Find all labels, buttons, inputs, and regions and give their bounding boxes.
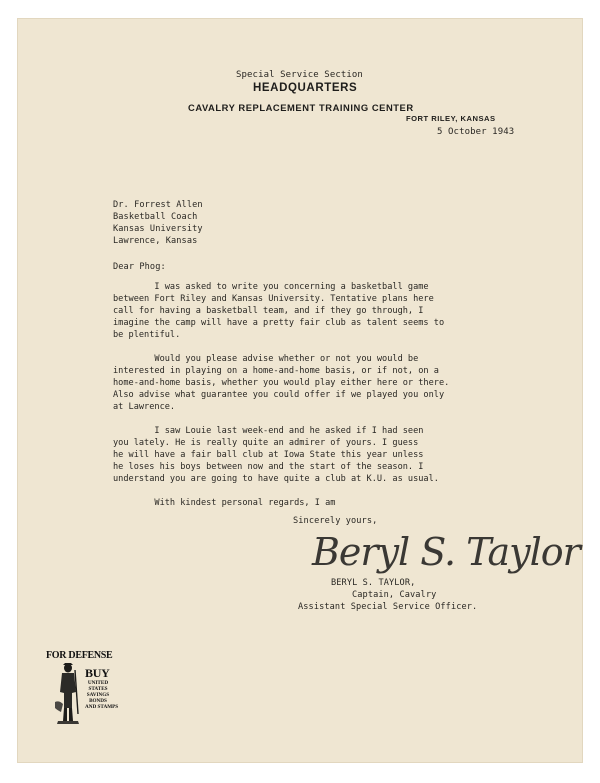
signer-rank: Captain, Cavalry: [352, 590, 437, 600]
handwritten-signature: Beryl S. Taylor: [312, 530, 580, 574]
paragraph-line: be plentiful.: [113, 330, 181, 341]
paragraph-line: Also advise what guarantee you could offer if we played you only: [113, 390, 445, 401]
signer-position: Assistant Special Service Officer.: [298, 602, 478, 612]
stamp-for-defense: FOR DEFENSE: [46, 650, 113, 661]
letterhead-subtitle: CAVALRY REPLACEMENT TRAINING CENTER: [188, 102, 414, 113]
salutation: Dear Phog:: [113, 262, 166, 272]
letterhead-location: FORT RILEY, KANSAS: [406, 114, 496, 123]
letterhead-section: Special Service Section: [236, 70, 363, 80]
recipient-line: Kansas University: [113, 224, 203, 234]
stamp-buy: BUY: [85, 666, 110, 680]
paragraph-line: at Lawrence.: [113, 402, 176, 413]
paragraph-line: I was asked to write you concerning a basketball game: [113, 282, 429, 292]
paragraph-line: interested in playing on a home-and-home basis, or if not, on a: [113, 366, 439, 377]
paragraph-line: he loses his boys between now and the start of the season. I: [113, 462, 424, 473]
complimentary-close: Sincerely yours,: [293, 516, 378, 526]
stamp-line: SAVINGS: [86, 692, 110, 698]
paragraph-line: home-and-home basis, whether you would play either here or there.: [113, 378, 450, 389]
paragraph-line: understand you are going to have quite a club at K.U. as usual.: [113, 474, 439, 485]
paragraph-line: you lately. He is really quite an admirer of yours. I guess: [113, 438, 419, 449]
minuteman-icon: [55, 662, 81, 724]
stamp-line: AND STAMPS: [85, 704, 119, 710]
closing-regards: [113, 497, 533, 509]
paragraph-3: [113, 425, 533, 485]
recipient-line: Dr. Forrest Allen: [113, 200, 203, 210]
letter-date: 5 October 1943: [437, 127, 515, 137]
paragraph-line: Would you please advise whether or not you would be: [113, 354, 419, 364]
stamp-line: STATES: [88, 686, 108, 692]
stamp-lines: [85, 680, 119, 710]
paragraph-line: he will have a fair ball club at Iowa State this year unless: [113, 450, 424, 461]
paragraph-1: [113, 281, 533, 341]
recipient-line: Basketball Coach: [113, 212, 198, 222]
paragraph-line: imagine the camp will have a pretty fair club as talent seems to: [113, 318, 445, 329]
paragraph-line: call for having a basketball team, and if they go through, I: [113, 306, 424, 317]
stamp-line: BONDS: [89, 698, 107, 704]
stamp-line: UNITED: [87, 680, 109, 686]
letterhead-title: HEADQUARTERS: [253, 82, 358, 94]
paragraph-line: I saw Louie last week-end and he asked if I had seen: [113, 426, 424, 436]
typed-name: BERYL S. TAYLOR,: [331, 578, 416, 588]
recipient-line: Lawrence, Kansas: [113, 236, 198, 246]
paragraph-2: [113, 353, 533, 413]
war-bonds-stamp: [45, 650, 123, 726]
paragraph-line: between Fort Riley and Kansas University. Tentative plans here: [113, 294, 434, 305]
paragraph-line: With kindest personal regards, I am: [113, 498, 336, 508]
